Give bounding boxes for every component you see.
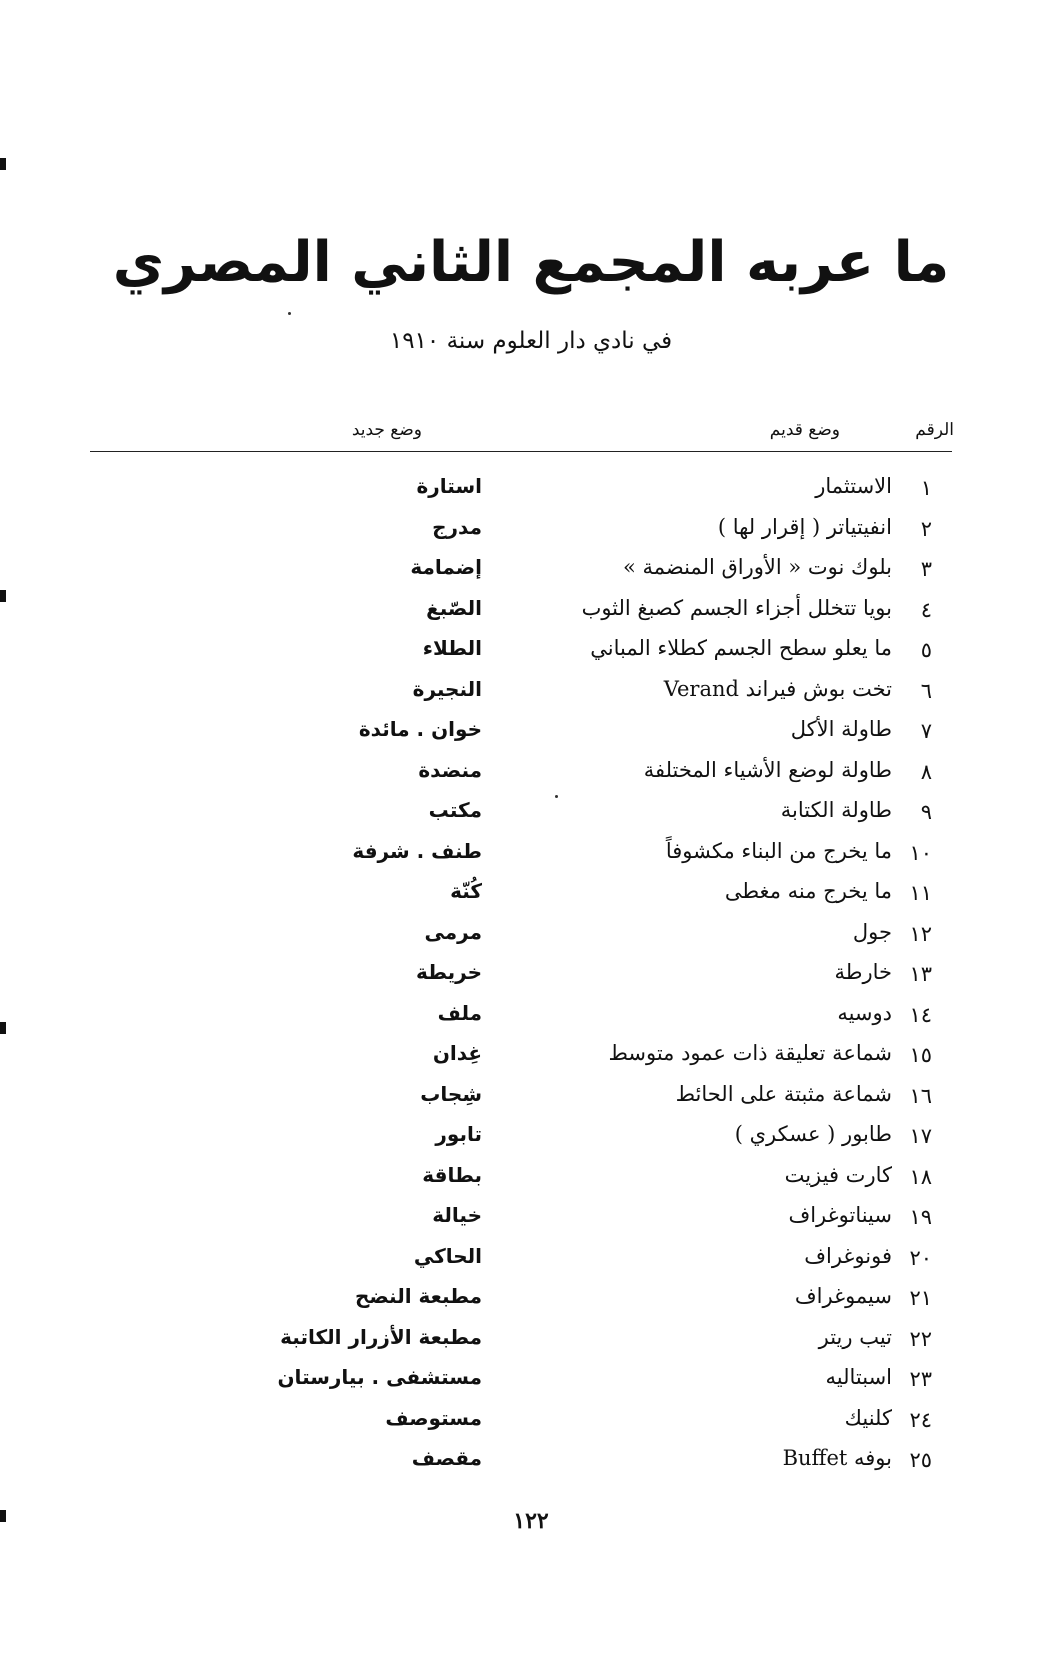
new-term: طنف . شرفة bbox=[352, 838, 482, 863]
page-subtitle: في نادي دار العلوم سنة ١٩١٠ bbox=[389, 328, 673, 354]
table-row bbox=[90, 877, 952, 918]
old-term: تيب ريتر bbox=[818, 1324, 892, 1349]
table-row bbox=[90, 553, 952, 594]
new-term: إضمامة bbox=[410, 555, 482, 579]
scan-edge-mark bbox=[0, 1022, 6, 1034]
new-term: بطاقة bbox=[422, 1162, 482, 1187]
row-number: ٣ bbox=[920, 557, 932, 581]
row-number: ١١ bbox=[909, 881, 932, 905]
row-number: ١٢ bbox=[909, 921, 932, 946]
row-number: ١٥ bbox=[909, 1043, 932, 1067]
table-row bbox=[90, 1242, 952, 1283]
table-row bbox=[90, 958, 952, 999]
row-number: ١٣ bbox=[909, 962, 932, 986]
new-term: الطلاء bbox=[422, 636, 482, 660]
row-number: ١٠ bbox=[909, 840, 932, 865]
row-number: ٩ bbox=[920, 800, 932, 824]
row-number: ٢١ bbox=[909, 1286, 932, 1310]
column-header-old-term: وضع قديم bbox=[769, 420, 840, 440]
old-term: سيناتوغراف bbox=[788, 1203, 892, 1227]
old-term: ما يخرج منه مغطى bbox=[724, 879, 892, 903]
table-row bbox=[90, 837, 952, 878]
terms-table bbox=[90, 472, 952, 1485]
new-term: الصّبغ bbox=[426, 595, 482, 620]
row-number: ١٦ bbox=[909, 1083, 932, 1108]
new-term: استارة bbox=[416, 474, 482, 498]
table-row bbox=[90, 1080, 952, 1121]
new-term: مدرج bbox=[432, 514, 482, 539]
new-term: تابور bbox=[435, 1122, 482, 1146]
table-row bbox=[90, 1201, 952, 1242]
old-term: انفيتياتر ( إقرار لها ) bbox=[717, 514, 892, 539]
table-row bbox=[90, 634, 952, 675]
table-row bbox=[90, 918, 952, 959]
column-header-number: الرقم bbox=[915, 420, 954, 440]
old-term: كارت فيزيت bbox=[784, 1162, 892, 1187]
old-term: شماعة تعليقة ذات عمود متوسط bbox=[608, 1041, 892, 1065]
old-term: بويا تتخلل أجزاء الجسم كصبغ الثوب bbox=[581, 595, 892, 620]
old-term: سيموغراف bbox=[794, 1284, 892, 1308]
table-row bbox=[90, 1363, 952, 1404]
table-row bbox=[90, 1444, 952, 1485]
new-term: كُنّة bbox=[450, 879, 482, 903]
table-row bbox=[90, 1120, 952, 1161]
old-term: فونوغراف bbox=[804, 1243, 892, 1268]
new-term: مقصف bbox=[411, 1446, 482, 1470]
row-number: ١٤ bbox=[909, 1002, 932, 1027]
old-term: بلوك نوت « الأوراق المنضمة » bbox=[622, 555, 892, 579]
row-number: ٦ bbox=[920, 678, 932, 703]
old-term: تخت بوش فيراند Verand bbox=[663, 676, 892, 701]
new-term: مرمى bbox=[424, 919, 482, 944]
old-term: شماعة مثبتة على الحائط bbox=[675, 1081, 892, 1106]
old-term: ما يخرج من البناء مكشوفاً bbox=[665, 838, 892, 863]
new-term: غِدان bbox=[432, 1041, 482, 1065]
new-term: الحاكي bbox=[413, 1243, 482, 1268]
new-term: النجيرة bbox=[412, 676, 482, 701]
old-term: دوسيه bbox=[837, 1000, 892, 1025]
old-term: جول bbox=[852, 919, 892, 944]
row-number: ٢٥ bbox=[909, 1448, 932, 1472]
new-term: مستوصف bbox=[385, 1405, 482, 1430]
header-divider bbox=[90, 451, 952, 452]
new-term: خريطة bbox=[416, 960, 482, 984]
old-term: طاولة الكتابة bbox=[780, 798, 892, 822]
old-term: بوفه Buffet bbox=[782, 1446, 892, 1470]
table-row bbox=[90, 1404, 952, 1445]
table-row bbox=[90, 1282, 952, 1323]
new-term: خيالة bbox=[432, 1203, 482, 1227]
table-row bbox=[90, 999, 952, 1040]
old-term: اسبتاليه bbox=[825, 1365, 892, 1389]
old-term: طاولة لوضع الأشياء المختلفة bbox=[643, 757, 892, 782]
row-number: ٥ bbox=[920, 638, 932, 662]
row-number: ٢٢ bbox=[909, 1326, 932, 1351]
old-term: ما يعلو سطح الجسم كطلاء المباني bbox=[590, 636, 892, 660]
table-row bbox=[90, 796, 952, 837]
row-number: ٤ bbox=[920, 597, 932, 622]
row-number: ٨ bbox=[920, 759, 932, 784]
table-row bbox=[90, 594, 952, 635]
old-term: طابور ( عسكري ) bbox=[734, 1122, 892, 1146]
table-row bbox=[90, 756, 952, 797]
table-row bbox=[90, 513, 952, 554]
row-number: ٧ bbox=[920, 719, 932, 743]
table-row bbox=[90, 1039, 952, 1080]
row-number: ٢٣ bbox=[909, 1367, 932, 1391]
row-number: ٢ bbox=[920, 516, 932, 541]
new-term: شِجاب bbox=[420, 1081, 482, 1106]
scan-edge-mark bbox=[0, 590, 6, 602]
page-number: ١٢٢ bbox=[513, 1508, 549, 1534]
row-number: ١٧ bbox=[909, 1124, 932, 1148]
row-number: ٢٤ bbox=[909, 1407, 932, 1432]
new-term: مستشفى . بيارستان bbox=[277, 1365, 482, 1389]
new-term: منضدة bbox=[418, 757, 482, 782]
row-number: ١٩ bbox=[909, 1205, 932, 1229]
new-term: مطبعة النضح bbox=[354, 1284, 482, 1308]
new-term: مكتب bbox=[428, 798, 482, 822]
table-row bbox=[90, 1161, 952, 1202]
row-number: ٢٠ bbox=[909, 1245, 932, 1270]
column-header-new-term: وضع جديد bbox=[351, 420, 422, 440]
page-title: ما عربه المجمع الثاني المصري bbox=[112, 230, 950, 295]
old-term: كلنيك bbox=[844, 1405, 892, 1430]
old-term: طاولة الأكل bbox=[790, 717, 892, 741]
table-row bbox=[90, 675, 952, 716]
row-number: ١٨ bbox=[909, 1164, 932, 1189]
old-term: الاستثمار bbox=[815, 474, 892, 498]
new-term: مطبعة الأزرار الكاتبة bbox=[280, 1324, 482, 1349]
new-term: ملف bbox=[437, 1000, 482, 1025]
table-row bbox=[90, 1323, 952, 1364]
table-row bbox=[90, 715, 952, 756]
scan-speck bbox=[288, 312, 291, 315]
old-term: خارطة bbox=[834, 960, 892, 984]
scan-edge-mark bbox=[0, 158, 6, 170]
table-row bbox=[90, 472, 952, 513]
new-term: خوان . مائدة bbox=[358, 717, 482, 741]
row-number: ١ bbox=[920, 476, 932, 500]
